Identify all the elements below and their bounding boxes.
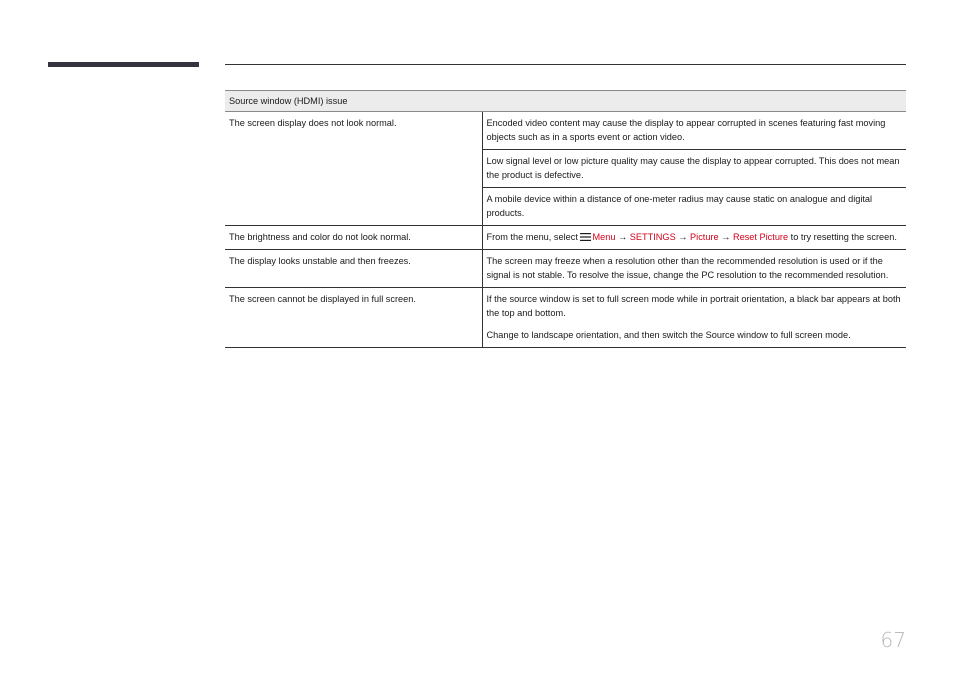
table-header: Source window (HDMI) issue bbox=[225, 91, 906, 112]
solution-prefix: From the menu, select bbox=[486, 232, 578, 242]
arrow-icon: → bbox=[678, 232, 688, 242]
table-row bbox=[225, 112, 906, 226]
solution-cell bbox=[482, 112, 906, 226]
solution-item: If the source window is set to full screen mode while in portrait orientation, a black bar appears at both the top and bottom. bbox=[486, 294, 901, 318]
solution-item: Change to landscape orientation, and then switch the Source window to full screen mode. bbox=[486, 330, 851, 340]
problem-cell: The screen cannot be displayed in full screen. bbox=[225, 288, 482, 348]
table-row bbox=[225, 250, 906, 288]
solution-item: Encoded video content may cause the display to appear corrupted in scenes featuring fast moving objects such as in a sports event or action video. bbox=[486, 118, 886, 142]
troubleshooting-table bbox=[225, 90, 906, 348]
solution-item: A mobile device within a distance of one-meter radius may cause static on analogue and digital products. bbox=[483, 187, 907, 225]
solution-cell bbox=[482, 288, 906, 348]
solution-item: The screen may freeze when a resolution other than the recommended resolution is used or if the signal is not stable. To resolve the issue, change the PC resolution to the recommended resolution. bbox=[486, 256, 889, 280]
problem-cell: The brightness and color do not look normal. bbox=[225, 226, 482, 250]
table-row bbox=[225, 288, 906, 348]
solution-item: Low signal level or low picture quality may cause the display to appear corrupted. This does not mean the product is defective. bbox=[483, 149, 907, 187]
menu-path-picture: Picture bbox=[690, 232, 719, 242]
solution-cell bbox=[482, 250, 906, 288]
menu-path-menu: Menu bbox=[592, 232, 616, 242]
problem-cell: The screen display does not look normal. bbox=[225, 112, 482, 226]
table-row bbox=[225, 226, 906, 250]
page-number: 67 bbox=[880, 628, 906, 652]
menu-path-settings: SETTINGS bbox=[629, 232, 676, 242]
problem-cell: The display looks unstable and then freezes. bbox=[225, 250, 482, 288]
solution-suffix: to try resetting the screen. bbox=[790, 232, 897, 242]
menu-path-reset-picture: Reset Picture bbox=[732, 232, 789, 242]
section-marker-bar bbox=[48, 62, 199, 67]
hamburger-menu-icon bbox=[580, 231, 591, 239]
top-rule bbox=[225, 64, 906, 65]
arrow-icon: → bbox=[618, 232, 628, 242]
solution-cell bbox=[482, 226, 906, 250]
arrow-icon: → bbox=[721, 232, 731, 242]
